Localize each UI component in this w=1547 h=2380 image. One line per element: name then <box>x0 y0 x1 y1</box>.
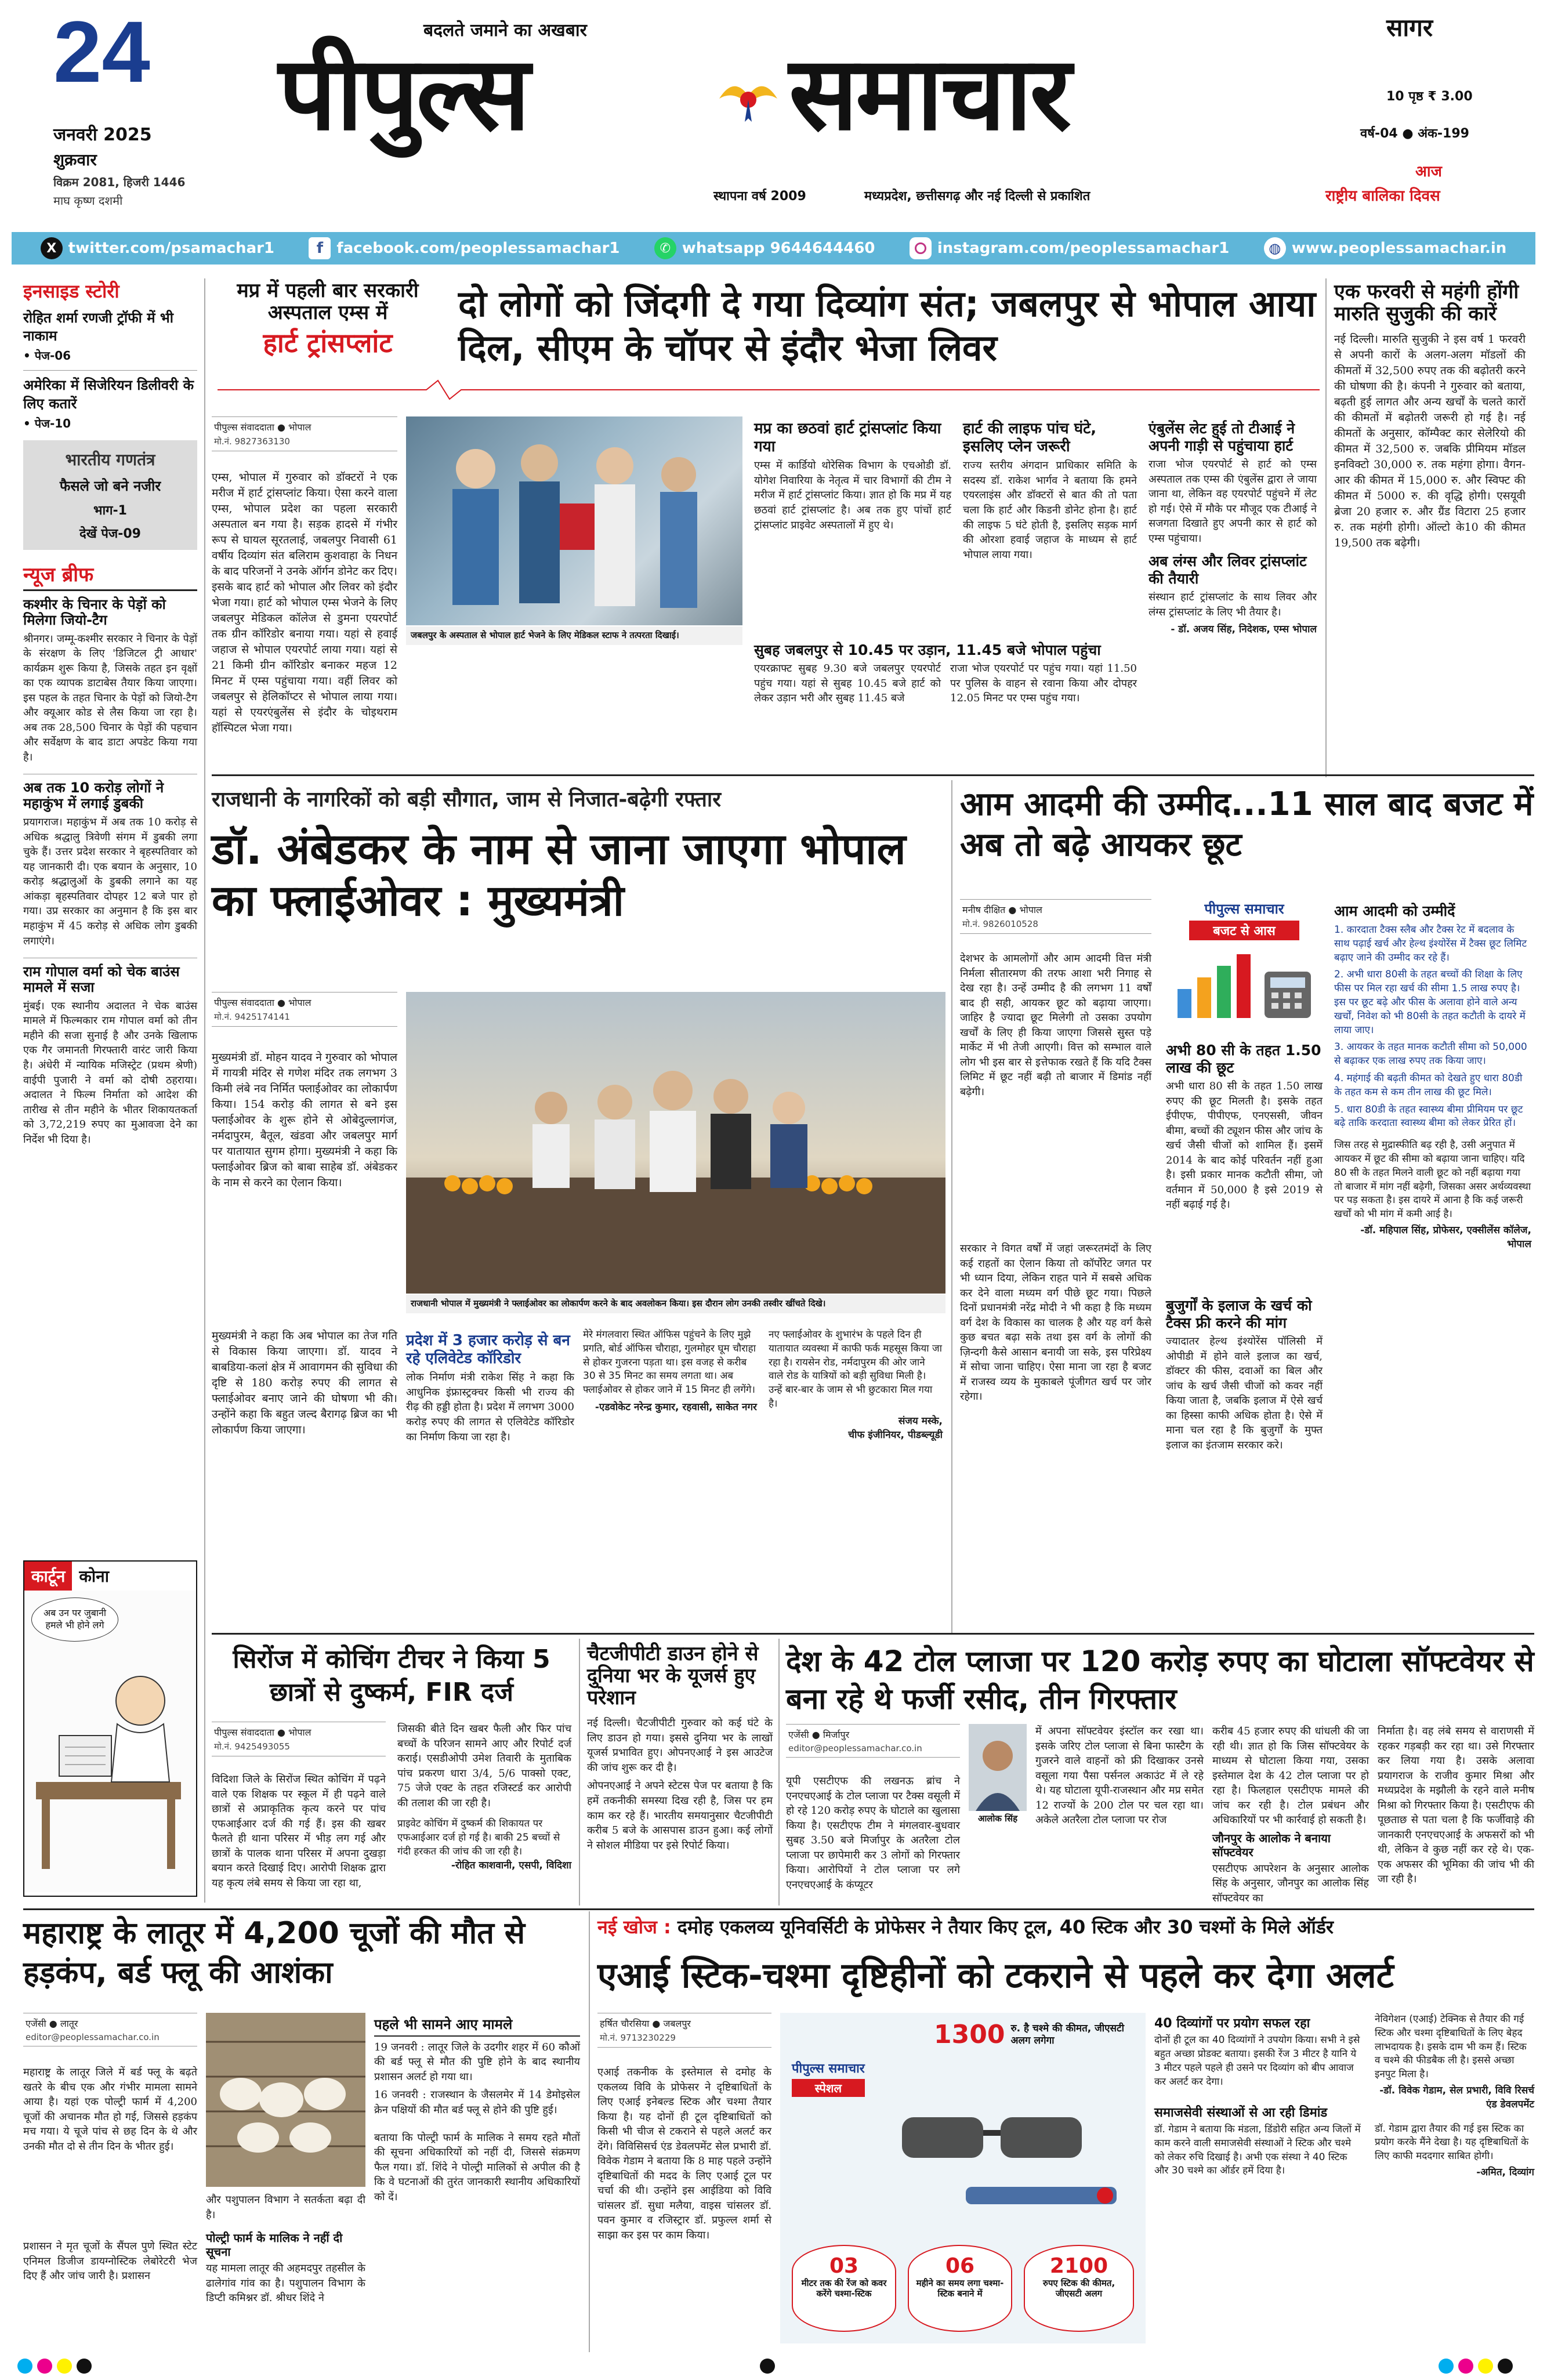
ai-trial-box: 40 दिव्यांगों पर प्रयोग सफल रहा दोनों ही टूल का 40 दिव्यांगों ने उपयोग किया। सभी ने इसे बहुत अच्छा प्रोडक्ट बताया। इसकी रेंज 3 मीटर है यानि ये 3 मीटर पहले पहले ही उसने पर दिव्यांग को बीप आवाज कर अलर्ट कर देगा। समाजसेवी संस्थाओं से आ रही डिमांड डॉ. गेडाम ने बताया कि मंडला, डिंडोरी सहित अन्य जिलों में काम करने वाली समाजसेवी संस्थाओं ने स्टिक और चश्मे को लेकर रुचि दिखाई है। अभी एक संस्था ने 40 स्टिक और 30 चश्मे का ऑर्डर हमें दिया है। <box>1154 2016 1361 2177</box>
budget-body-2: सरकार ने विगत वर्षों में जहां जरूरतमंदों के लिए कई राहतों का ऐलान किया तो कॉर्पोरेट जगत पर भी ध्यान दिया, लेकिन राहत पाने में सबसे अधिक कर देने वाला मध्यम वर्ग पीछे छूट गया। पिछले दिनों प्रधानमंत्री नरेंद्र मोदी ने भी कहा है कि मध्यम वर्ग देश के विकास का चालक है और यह वर्ग कैसे कुछ बचत बढ़ा सके तथा इस वर्ग के लोगों की ज़िन्दगी कैसे आसान बनायी जा सके, इस परिप्रेक्ष्य में सोचा जाना चाहिए। ऐसा माना जा रहा है बजट में राजस्व व्यय के मुकाबले पूंजीगत खर्च पर जोर रहेगा। <box>960 1242 1151 1403</box>
brief-title: अब तक 10 करोड़ लोगों ने महाकुंभ में लगाई डुबकी <box>23 774 197 812</box>
ai-byline: हर्षित चौरसिया ● जबलपुर मो.नं. 9713230229 <box>597 2013 771 2048</box>
twitter-link[interactable]: X twitter.com/psamachar1 <box>41 237 274 259</box>
toll-photo-name: आलोक सिंह <box>977 1813 1018 1824</box>
brief-body: श्रीनगर। जम्मू-कश्मीर सरकार ने चिनार के पेड़ों के संरक्षण के लिए 'डिजिटल ट्री आधार' कार्यक्रम शुरू किया है, जिसके तहत इन वृक्षों का एक व्यापक डाटाबेस तैयार किया जाएगा। इस पहल के तहत चिनार के पेड़ों को जियो-टैग और क्यूआर कोड से लैस किया जा रहा है। अब तक 28,500 चिनार के पेड़ों की पहचान और सर्वेक्षण के बाद डाटा अपडेट किया गया है। <box>23 632 197 763</box>
sironj-byline: पीपुल्स संवाददाता ● भोपाल मो.नं. 9425493055 <box>212 1722 386 1756</box>
list-item: 4. महंगाई की बढ़ती कीमत को देखते हुए धारा 80डी के तहत कम से कम तीन लाख की छूट मिले। <box>1334 1072 1523 1098</box>
lead-col3: हार्ट की लाइफ पांच घंटे, इसलिए प्लेन जरूरी राज्य स्तरीय अंगदान प्राधिकार समिति के सदस्य डॉ. राकेश भार्गव ने बताया कि हमने एयरलाइंस और डॉक्टरों से बात की तो पता चला कि हार्ट और किडनी डोनेट होना है। हार्ट की लाइफ 5 घंटे होती है, इसलिए सड़क मार्ग की ओरशा हवाई जहाज के माध्यम से हार्ट भोपाल लाया गया। <box>963 420 1137 561</box>
cartoon-figure-icon <box>24 1591 196 1892</box>
speech-bubble: अब उन पर जुबानी हमले भी होने लगे <box>31 1597 118 1642</box>
flyover-photo-caption: राजधानी भोपाल में मुख्यमंत्री ने फ्लाईओवर का लोकार्पण करने के बाद अवलोकन किया। इस दौरान लोग उनकी तस्वीर खींचते दिखे। <box>406 1295 945 1313</box>
heartbeat-icon <box>218 378 1320 401</box>
edition-city: सागर <box>1386 13 1433 42</box>
twitter-icon: X <box>41 237 63 259</box>
sironj-body-1: विदिशा जिले के सिरोंज स्थित कोचिंग में पढ़ने वाले एक शिक्षक पर स्कूल में ही पढ़ने वाले छात्रों से अप्राकृतिक कृत्य करने पर पांच एफआईआर दर्ज की गई हैं। इस की खबर फैलते ही थाना परिसर में भीड़ लग गई और छात्रों के पालक थाना परिसर में अपना दुखड़ा बयान करते दिखाई दिए। आरोपी शिक्षक द्वारा यह कृत्य लंबे समय से किया जा रहा था, <box>212 1773 386 1889</box>
toll-body-4: निर्माता है। वह लंबे समय से वाराणसी में रहकर गड़बड़ी कर रहा था। उसे गिरफ्तार कर लिया गया है। उसके अलावा प्रयागराज के राजीव कुमार मिश्रा और मध्यप्रदेश के मझौली के रहने वाले मनीष मिश्रा को गिरफ्तार किया है। एसटीएफ की पूछताछ से पता चला है कि फर्जीवाड़े की जानकारी एनएचएआई के अफसरों को भी थी, लेकिन वे कुछ नहीं कर रहे थे। एक-एक अफसर की भूमिका की जांच भी की जा रही है। <box>1378 1725 1534 1886</box>
flyover-headline: डॉ. अंबेडकर के नाम से जाना जाएगा भोपाल का फ्लाईओवर : मुख्यमंत्री <box>212 824 906 926</box>
latur-headline: महाराष्ट्र के लातूर में 4,200 चूजों की मौत से हड़कंप, बर्ड फ्लू की आशंका <box>23 1916 526 1990</box>
lead-timeline: सुबह जबलपुर से 10.45 पर उड़ान, 11.45 बजे भोपाल पहुंचा एयरक्राफ्ट सुबह 9.30 बजे जबलपुर एयरपोर्ट पहुंच गया। यहां से सुबह 10.45 बजे हार्ट को लेकर उड़ान भरी और सुबह 11.45 बजे राजा भोज एयरपोर्ट पर पहुंच गया। यहां 11.50 पर पुलिस के वाहन से रवाना किया और दोपहर 12.05 मिनट पर एम्स पहुंच गया। <box>754 642 1137 705</box>
calendar-info: विक्रम 2081, हिजरी 1446 <box>53 175 186 189</box>
flyover-quote-2: नए फ्लाईओवर के शुभारंभ के पहले दिन ही यातायात व्यवस्था में काफी फर्क महसूस किया जा रहा है। रायसेन रोड, नर्मदापुरम की ओर जाने वाले रोड के यात्रियों को बड़ी सुविधा मिली है। उन्हें बार-बार के जाम से भी छुटकारा मिल गया है। संजय मस्के, चीफ इंजीनियर, पीडब्ल्यूडी <box>769 1329 943 1441</box>
facebook-icon: f <box>309 237 331 259</box>
toll-col3: करीब 45 हजार रुपए की धांधली की जा रही थी। ज्ञात हो कि जिस सॉफ्टवेयर के माध्यम से घोटाला किया गया, उसका इस्तेमाल देश के 42 टोल प्लाजा पर हो रहा है। फिलहाल एसटीएफ मामले की जांच कर रही है। टोल प्रबंधन और अधिकारियों पर भी कार्रवाई हो सकती है। जौनपुर के आलोक ने बनाया सॉफ्टवेयर एसटीएफ आपरेशन के अनुसार आलोक सिंह के अनुसार, जौनपुर का आलोक सिंह सॉफ्टवेयर का <box>1212 1725 1369 1904</box>
today-label: आज <box>1415 163 1442 180</box>
corridor-box: प्रदेश में 3 हजार करोड़ से बन रहे एलिवेटेड कॉरिडोर लोक निर्माण मंत्री राकेश सिंह ने कहा कि आधुनिक इंफ्रास्ट्रक्चर किसी भी राज्य की रीढ़ की हड्डी होता है। प्रदेश में लगभग 3000 करोड़ रुपए की लागत से एलिवेटेड कॉरिडोर का निर्माण किया जा रहा है। <box>406 1332 574 1443</box>
cartoon-illustration <box>24 1591 196 1892</box>
list-item: 5. धारा 80डी के तहत स्वास्थ्य बीमा प्रीमियम पर छूट बढ़े ताकि करदाता स्वास्थ्य बीमा को लेकर प्रेरित हों। <box>1334 1103 1523 1129</box>
brief-body: प्रयागराज। महाकुंभ में अब तक 10 करोड़ से अधिक श्रद्धालु त्रिवेणी संगम में डुबकी लगा चुके हैं। उत्तर प्रदेश सरकार ने बृहस्पतिवार को यह जानकारी दी। एक बयान के अनुसार, 10 करोड़ श्रद्धालुओं के डुबकी लगाने का यह आंकड़ा बृहस्पतिवार दोपहर 12 बजे पार हो गया। उप्र सरकार का अनुमान है कि इस बार महाकुंभ में 45 करोड़ से अधिक लोग डुबकी लगाएंगे। <box>23 816 197 947</box>
stat-price: 2100 रुपए स्टिक की कीमत, जीएसटी अलग <box>1024 2245 1134 2332</box>
news-brief-title: न्यूज ब्रीफ <box>23 560 197 591</box>
stat-time: 06 महीने का समय लगा चश्मा-स्टिक बनाने में <box>908 2245 1012 2332</box>
latur-body-1: महाराष्ट्र के लातूर जिले में बर्ड फ्लू के बढ़ते खतरे के बीच एक और गंभीर मामला सामने आया है। यहां एक पोल्ट्री फार्म में 4,200 चूजों की अचानक मौत हो गई, जिससे हड़कंप मच गया। ये चूजे पांच से छह दिन के थे और उनकी मौत दो से तीन दिन के भीतर हुई। <box>23 2066 197 2153</box>
special-logo: पीपुल्स समाचार स्पेशल <box>792 2059 865 2097</box>
budget-byline: मनीष दीक्षित ● भोपाल मो.नं. 9826010528 <box>960 899 1151 934</box>
ai-graphic <box>780 2013 1146 2343</box>
today-event: राष्ट्रीय बालिका दिवस <box>1325 187 1440 205</box>
tithi: माघ कृष्ण दशमी <box>53 194 123 208</box>
price-glasses: 1300 रु. है चश्मे की कीमत, जीएसटी अलग लगेगा <box>934 2020 1125 2049</box>
weekday: शुक्रवार <box>53 150 97 169</box>
glasses-stick-icon <box>879 2082 1134 2233</box>
flyover-kicker: राजधानी के नागरिकों को बड़ी सौगात, जाम से निजात-बढ़ेगी रफ्तार <box>212 788 721 812</box>
latur-byline: एजेंसी ● लातूर editor@peoplessamachar.co.in <box>23 2013 197 2046</box>
stat-range: 03 मीटर तक की रेंज को कवर करेंगे चश्मा-स्टिक <box>792 2245 896 2332</box>
whatsapp-icon: ✆ <box>654 237 676 259</box>
lead-headline: दो लोगों को जिंदगी दे गया दिव्यांग संत; जबलपुर से भोपाल आया दिल, सीएम के चॉपर से इंदौर भेजा लिवर <box>458 282 1316 369</box>
brief-title: राम गोपाल वर्मा को चेक बाउंस मामले में सजा <box>23 958 197 995</box>
latur-box: पहले भी सामने आए मामले 19 जनवरी : लातूर जिले के उदगीर शहर में 60 कौओं की बर्ड फ्लू से मौत की पुष्टि होने के बाद स्थानीय प्रशासन अलर्ट हो गया था। 16 जनवरी : राजस्थान के जैसलमेर में 14 डेमोइसेल क्रेन पक्षियों की मौत बर्ड फ्लू से होने की पुष्टि हुई। बताया कि पोल्ट्री फार्म के मालिक ने समय रहते मौतों की सूचना अधिकारियों को नहीं दी, जिससे संक्रमण फैल गया। डॉ. शिंदे ने पोल्ट्री मालिकों से अपील की है कि वे घटनाओं की तुरंत जानकारी स्थानीय अधिकारियों को दें। <box>374 2016 580 2203</box>
volume-issue: वर्ष-04 ● अंक-199 <box>1360 126 1469 141</box>
toll-body-2: में अपना सॉफ्टवेयर इंस्टॉल कर रखा था। इसके जरिए टोल प्लाजा से बिना फास्टैग के गुजरने वाले वाहनों को फ्री दिखाकर उनसे वसूला गया पैसा पर्सनल अकाउंट में ले रहे थे। यह घोटाला यूपी-राजस्थान और मप्र समेत 12 राज्यों के 200 टोल पर चल रहा था। अकेले अतरैला टोल प्लाजा पर रोज <box>1035 1725 1204 1827</box>
budget-sub-2: बुजुर्गों के इलाज के खर्च को टैक्स फ्री करने की मांग ज्यादातर हेल्थ इंश्योरेंस पॉलिसी में ओपीडी में होने वाले इलाज का खर्च, डॉक्टर की फीस, दवाओं का बिल और जांच के खर्च जैसी चीजों को कवर नहीं किया जाता है, जबकि इलाज में ऐसे खर्च का हिस्सा काफी अधिक होता है। ऐसे में माना चल रहा है कि बुजुर्गों के मुफ्त इलाज का इंतजाम सरकार करे। <box>1166 1297 1323 1451</box>
instagram-icon <box>910 237 932 259</box>
flyover-quote-1: मेरे मंगलवारा स्थित ऑफिस पहुंचने के लिए मुझे प्रगति, बोर्ड ऑफिस चौराहा, गुलमोहर घूम चौराहा से होकर गुजरना पड़ता था। इस वजह से करीब 30 से 35 मिनट का समय लगता था। अब फ्लाईओवर से होकर जाने में 15 मिनट ही लगेंगे। -एडवोकेट नरेन्द्र कुमार, रहवासी, साकेत नगर <box>583 1329 757 1413</box>
flyover-body: मुख्यमंत्री डॉ. मोहन यादव ने गुरुवार को भोपाल में गायत्री मंदिर से गणेश मंदिर तक लगभग 3 किमी लंबे नव निर्मित फ्लाईओवर का लोकार्पण किया। 154 करोड़ की लागत से बने इस फ्लाईओवर के शुरू होने से ओबेदुल्लागंज, नर्मदापुरम, बैतूल, खंडवा और जबलपुर मार्ग पर यातायात सुगम होगा। मुख्यमंत्री ने कहा कि फ्लाईओवर ब्रिज को बाबा साहेब डॉ. अंबेडकर के नाम से करने का ऐलान किया। <box>212 1051 397 1189</box>
inside-story-title: इनसाइड स्टोरी <box>23 280 119 302</box>
lead-byline: पीपुल्स संवाददाता ● भोपाल मो.नं. 9827363130 <box>212 416 397 451</box>
latur-photo <box>206 2013 365 2187</box>
lead-kicker: मप्र में पहली बार सरकारी अस्पताल एम्स में हार्ट ट्रांसप्लांट <box>212 280 444 401</box>
chatgpt-story: चैटजीपीटी डाउन होने से दुनिया भर के यूजर्स हुए परेशान नई दिल्ली। चैटजीपीटी गुरुवार को कई घंटे के लिए डाउन हो गया। इससे दुनिया भर के लाखों यूजर्स प्रभावित हुए। ओपनएआई ने इस आउटेज की जांच शुरू कर दी है। ओपनएआई ने अपने स्टेटस पेज पर बताया है कि हमें तकनीकी समस्या दिख रही है, जिस पर हम काम कर रहे हैं। भारतीय समयानुसार चैटजीपीटी करीब 5 बजे के आसपास डाउन हुआ। कई लोगों ने सोशल मीडिया पर इसे रिपोर्ट किया। <box>587 1642 773 1852</box>
latur-body-2: प्रशासन ने मृत चूजों के सैंपल पुणे स्थित स्टेट एनिमल डिजीज डायग्नोस्टिक लेबोरेटरी भेज दिए हैं और जांच जारी है। प्रशासन <box>23 2240 197 2283</box>
newspaper-title-right: समाचार <box>789 34 1070 153</box>
list-item: 2. अभी धारा 80सी के तहत बच्चों की शिक्षा के लिए फीस पर मिल रहा खर्च की सीमा 1.5 लाख रुपए है। इस पर छूट बढ़े और फीस के अलावा होने वाले अन्य खर्चों, निवेश को भी 80सी के तहत कटौती के दायरे में लाया जाए। <box>1334 969 1526 1036</box>
globe-icon: ◍ <box>1264 237 1286 259</box>
toll-body-1: यूपी एसटीएफ की लखनऊ ब्रांच ने एनएचएआई के टोल प्लाजा पर टैक्स वसूली में हो रहे 120 करोड़ रुपए के घोटाले का खुलासा किया है। एसटीएफ टीम ने मंगलवार-बुधवार सुबह 3.50 बजे मिर्जापुर के अतरैला टोल प्लाजा पर छापेमारी कर 3 लोगों को गिरफ्तार किया। आरोपियों ने टोल प्लाजा पर लगे एनएचएआई के कंप्यूटर <box>786 1775 960 1891</box>
maruti-story: एक फरवरी से महंगी होंगी मारुति सुजुकी की कारें नई दिल्ली। मारुति सुजुकी ने इस वर्ष 1 फरवरी से अपनी कारों के अलग-अलग मॉडलों की कीमतों में 32,500 रुपए तक की बढ़ोतरी करने की घोषणा की है। कंपनी ने गुरुवार को बताया, बढ़ती हुई लागत और अन्य खर्चों के चलते कारों की कीमतों में बढ़ोतरी जरूरी हो गई है। नई कीमतों के अनुसार, कॉम्पैक्ट कार सेलेरियो की कीमत में 32,500 रु. जबकि प्रीमियम मॉडल इनविक्टो 30,000 रु. तक महंगा होगा। वैगन-आर की कीमत में 15,000 रु. और स्विफ्ट की कीमत में 5000 रु. की वृद्धि होगी। एसयूवी ब्रेजा 20 हजार रु. और ग्रैंड विटारा 25 हजार रु. तक महंगी होगी। ऑल्टो के10 की कीमत 19,500 तक बढ़ेगी। <box>1334 280 1526 549</box>
ai-kicker: नई खोज : दमोह एकलव्य यूनिवर्सिटी के प्रोफेसर ने तैयार किए टूल, 40 स्टिक और 30 चश्मों के मिले ऑर्डर <box>597 1916 1334 1938</box>
sironj-col2: जिसकी बीते दिन खबर फैली और फिर पांच बच्चों के परिजन सामने आए और रिपोर्ट दर्ज कराई। एसडीओपी उमेश तिवारी के मुताबिक पांच प्रकरण धारा 3/4, 5/6 पाक्सो एक्ट, 75 जेजे एक्ट के तहत रजिस्टर्ड कर आरोपी की तलाश की जा रही है। प्राइवेट कोचिंग में दुष्कर्म की शिकायत पर एफआईआर दर्ज हो गई है। बाकी 25 बच्चों से गंदी हरकत की जांच की जा रही है। -रोहित काशवानी, एसपी, विदिशा <box>397 1723 571 1871</box>
date: जनवरी 2025 <box>53 125 152 145</box>
facebook-link[interactable]: f facebook.com/peoplessamachar1 <box>309 237 619 259</box>
lead-body: एम्स, भोपाल में गुरुवार को डॉक्टरों ने एक मरीज में हार्ट ट्रांसप्लांट किया। ऐसा करने वाला एम्स, भोपाल प्रदेश का पहला सरकारी अस्पताल बन गया है। सड़क हादसे में गंभीर रूप से घायल सूरतलाई, जबलपुर निवासी 61 वर्षीय दिव्यांग संत बलिराम कुशवाहा के निधन के बाद परिजनों ने उनके ऑर्गन डोनेट कर दिए। इसके बाद हार्ट को भोपाल और लिवर को इंदौर भेजा गया। हार्ट को भोपाल एम्स भेजने के लिए जबलपुर मेडिकल कॉलेज से डुमना एयरपोर्ट तक ग्रीन कॉरिडोर बनाया गया। यहां से हवाई जहाज से भोपाल एयरपोर्ट लाया गया। यहां से 21 किमी ग्रीन कॉरिडोर बनाकर महज 12 मिनट में एम्स पहुंचाया गया। वहीं लिवर को जबलपुर से हेलिकॉप्टर से भोपाल लाया गया। यहां से एयरएंबुलेंस से इंदौर के चोइथराम हॉस्पिटल भेजा गया। <box>212 471 397 734</box>
logo-emblem-icon <box>713 64 783 133</box>
list-item: 3. आयकर के तहत मानक कटौती सीमा को 50,000 से बढ़ाकर एक लाख रुपए तक किया जाए। <box>1334 1041 1527 1067</box>
ai-quotes: नेविगेशन (एआई) टेक्निक से तैयार की गई स्टिक और चश्मा दृष्टिबाधितों के लिए बेहद लाभदायक है। इसके दाम भी कम हैं। स्टिक व चश्मे की फीडबैक ली है। इससे अच्छा इनपुट मिला है। -डॉ. विवेक गेडाम, सेल प्रभारी, विवि रिसर्च एंड डेवलपमेंट डॉ. गेडाम द्वारा तैयार की गई इस स्टिक का प्रयोग करके मैंने देखा है। यह दृष्टिबाधितों के लिए काफी मददगार साबित होगी। -अमित, दिव्यांग <box>1375 2013 1534 2178</box>
flyover-photo <box>406 992 945 1294</box>
latur-sub: पोल्ट्री फार्म के मालिक ने नहीं दी सूचना यह मामला लातूर की अहमदपुर तहसील के ढालेगांव गांव का है। पशुपालन विभाग के डिप्टी कमिश्नर डॉ. श्रीधर शिंदे ने <box>206 2231 365 2305</box>
ai-headline: एआई स्टिक-चश्मा दृष्टिहीनों को टकराने से पहले कर देगा अलर्ट <box>597 1955 1394 1996</box>
website-link[interactable]: ◍ www.peoplessamachar.in <box>1264 237 1507 259</box>
toll-byline: एजेंसी ● मिर्जापुर editor@peoplessamachar.co.in <box>786 1724 960 1758</box>
inside-item[interactable]: रोहित शर्मा रणजी ट्रॉफी में भी नाकाम • पेज-06 <box>23 310 174 363</box>
sironj-headline: सिरोंज में कोचिंग टीचर ने किया 5 छात्रों से दुष्कर्म, FIR दर्ज <box>233 1644 550 1708</box>
established: स्थापना वर्ष 2009 <box>713 189 806 204</box>
budget-headline: आम आदमी की उम्मीद...11 साल बाद बजट में अब तो बढ़े आयकर छूट <box>960 785 1534 864</box>
lead-photo-caption: जबलपुर के अस्पताल से भोपाल हार्ट भेजने के लिए मेडिकल स्टाफ ने तत्परता दिखाई। <box>406 626 742 645</box>
toll-headline: देश के 42 टोल प्लाजा पर 120 करोड़ रुपए का घोटाला सॉफ्टवेयर से बना रहे थे फर्जी रसीद, तीन गिरफ्तार <box>786 1644 1534 1716</box>
promo-box[interactable]: भारतीय गणतंत्र फैसले जो बने नजीर भाग-1 देखें पेज-09 <box>23 440 197 550</box>
budget-expectations: आम आदमी को उम्मीदें 1. कारदाता टैक्स स्लैब और टैक्स रेट में बदलाव के साथ पढ़ाई खर्च और हेल्थ इंश्योरेंस में टैक्स छूट लिमिट बढ़ाए जाने की उम्मीद कर रहे हैं। 2. अभी धारा 80सी के तहत बच्चों की शिक्षा के लिए फीस पर मिल रहा खर्च की सीमा 1.5 लाख रुपए है। इस पर छूट बढ़े और फीस के अलावा होने वाले अन्य खर्चों, निवेश को भी 80सी के तहत कटौती के दायरे में लाया जाए। 3. आयकर के तहत मानक कटौती सीमा को 50,000 से बढ़ाकर एक लाख रुपए तक किया जाए। 4. महंगाई की बढ़ती कीमत को देखते हुए धारा 80डी के तहत कम से कम तीन लाख की छूट मिले। 5. धारा 80डी के तहत स्वास्थ्य बीमा प्रीमियम पर छूट बढ़े ताकि करदाता स्वास्थ्य बीमा को लेकर प्रेरित हों। जिस तरह से मुद्रास्फीति बढ़ रही है, उसी अनुपात में आयकर में छूट की सीमा को बढ़ाया जाना चाहिए। यदि 80 सी के तहत मिलने वाली छूट को नहीं बढ़ाया गया तो बाजार में मांग नहीं बढ़ेगी, जिसका असर अर्थव्यवस्था पर पड़ सकता है। इस दायरे में आना है कि कई जरूरी खर्चों को भी मांग में कमी आई है। -डॉ. महिपाल सिंह, प्रोफेसर, एक्सीलेंस कॉलेज, भोपाल <box>1334 903 1531 1250</box>
tagline: बदलते जमाने का अखबार <box>423 20 587 41</box>
pages-price: 10 पृष्ठ ₹ 3.00 <box>1386 89 1473 104</box>
ai-body: एआई तकनीक के इस्तेमाल से दमोह के एकलव्य विवि के प्रोफेसर ने दृष्टिबाधितों के लिए एआई इनेबल्ड स्टिक और चश्मा तैयार किया है। यह दोनों ही टूल दृष्टिबाधितों को किसी भी चीज से टकराने से पहले अलर्ट कर देंगे। विविसिसर्च एंड डेवलपमेंट सेल प्रभारी डॉ. विवेक गेडाम ने बताया कि 8 माह पहले उन्होंने दृष्टिबाधितों की मदद के लिए एआई टूल पर चर्चा की थी। उन्होंने इस आईडिया को विवि चांसलर डॉ. सुधा मलैया, वाइस चांसलर डॉ. पवन कुमार व रजिस्ट्रार डॉ. प्रफुल्ल शर्मा से साझा कर इस पर काम किया। <box>597 2066 771 2242</box>
color-registration-marks <box>0 2355 1547 2380</box>
budget-chart-icon <box>1166 943 1323 1024</box>
budget-sub-1: अभी 80 सी के तहत 1.50 लाख की छूट अभी धारा 80 सी के तहत 1.50 लाख रुपए की छूट मिलती है। इसके तहत ईपीएफ, पीपीएफ, एनएससी, जीवन बीमा, बच्चों की ट्यूशन फीस और जांच के खर्च जैसी चीजों को शामिल हैं। इसमें 2014 के बाद कोई परिवर्तन नहीं हुआ है। इसी प्रकार मानक कटौती सीमा, जो वर्तमान में 50,000 है इसे 2019 से नहीं बढ़ाई गई है। <box>1166 1042 1323 1211</box>
whatsapp-link[interactable]: ✆ whatsapp 9644644460 <box>654 237 875 259</box>
lead-col2: मप्र का छठवां हार्ट ट्रांसप्लांट किया गया एम्स में कार्डियो थोरेसिक विभाग के एचओडी डॉ. योगेश निवारिया के नेतृत्व में चार विभागों की टीम ने मरीज में हार्ट ट्रांसप्लांट किया। ज्ञात हो कि मप्र में यह छठवां हार्ट ट्रांसप्लांट है। अब तक हुए पांचों हार्ट ट्रांसप्लांट प्राइवेट अस्पतालों में हुए थे। <box>754 420 951 531</box>
cartoon-corner-label: कोना <box>79 1567 109 1586</box>
brief-body: मुंबई। एक स्थानीय अदालत ने चेक बाउंस मामले में फिल्मकार राम गोपाल वर्मा को तीन महीने की सजा सुनाई है और उनके खिलाफ एक गैर जमानती गिरफ्तारी वारंट जारी किया है। अंधेरी में न्यायिक मजिस्ट्रेट (प्रथम श्रेणी) वाईपी पुजारी ने वर्मा को दोषी ठहराया। अदालत ने फिल्म निर्माता को आदेश की तारीख से तीन महीने के भीतर शिकायतकर्ता को 3,72,219 रुपए का मुआवजा देने का निर्देश भी दिया है। <box>23 999 197 1146</box>
lead-photo <box>406 416 742 625</box>
flyover-byline: पीपुल्स संवाददाता ● भोपाल मो.नं. 9425174141 <box>212 992 397 1027</box>
toll-photo <box>969 1724 1027 1811</box>
social-bar <box>12 232 1535 265</box>
masthead <box>0 0 1547 232</box>
budget-body-1: देशभर के आमलोगों और आम आदमी वित्त मंत्री निर्मला सीतारमण की तरफ आशा भरी निगाह से देख रहा है। उन्हें उम्मीद है की लगभग 11 वर्षों बाद ही सही, आयकर छूट को बढ़ाया जाएगा। जाहिर है ज्यादा छूट मिलेगी तो उसका उपयोग खर्चों के लिए ही किया जाएगा जिससे सुस्त पड़े मार्केट में भी तेजी आएगी। वित्त को सम्भाल वाले लोग भी इस बार से इत्तेफाक रखते हैं कि यदि टैक्स लिमिट में छूट नहीं बढ़ी तो बाजार में डिमांड नहीं बढ़ेगी। <box>960 952 1151 1098</box>
instagram-link[interactable]: instagram.com/peoplessamachar1 <box>910 237 1229 259</box>
cartoon-box <box>23 1560 197 1897</box>
cartoon-label: कार्टून <box>24 1562 72 1591</box>
inside-item[interactable]: अमेरिका में सिजेरियन डिलीवरी के लिए कतारें • पेज-10 <box>23 370 197 430</box>
lead-col4: एंबुलेंस लेट हुई तो टीआई ने अपनी गाड़ी से पहुंचाया हार्ट राजा भोज एयरपोर्ट से हार्ट को एम्स अस्पताल तक एम्स की एंबुलेंस द्वारा ले जाया जाना था, लेकिन वह एयरपोर्ट पहुंचने में लेट हो गई। ऐसे में मौके पर मौजूद एक टीआई ने सजगता दिखाते हुए अपनी कार से हार्ट को एम्स पहुंचाया। अब लंग्स और लिवर ट्रांसप्लांट की तैयारी संस्थान हार्ट ट्रांसप्लांट के साथ लिवर और लंग्स ट्रांसप्लांट के लिए भी तैयार है। - डॉ. अजय सिंह, निदेशक, एम्स भोपाल <box>1149 420 1317 636</box>
newspaper-title-left: पीपुल्स <box>278 34 528 153</box>
brief-title: कश्मीर के चिनार के पेड़ों को मिलेगा जियो-टैग <box>23 596 166 628</box>
page-number: 24 <box>53 3 150 100</box>
latur-body-3: और पशुपालन विभाग ने सतर्कता बढ़ा दी है। <box>206 2194 365 2221</box>
flyover-body-2: मुख्यमंत्री ने कहा कि अब भोपाल का तेज गति से विकास किया जाएगा। डॉ. यादव ने बाबडिया-कलां क्षेत्र में आवागमन की सुविधा की दृष्टि से 180 करोड़ रुपए की लागत से फ्लाईओवर बनाए जाने की घोषणा भी की। उन्होंने कहा कि बहुत जल्द बैरागढ़ ब्रिज का भी लोकार्पण किया जाएगा। <box>212 1330 397 1436</box>
published-from: मध्यप्रदेश, छत्तीसगढ़ और नई दिल्ली से प्रकाशित <box>864 189 1090 204</box>
list-item: 1. कारदाता टैक्स स्लैब और टैक्स रेट में बदलाव के साथ पढ़ाई खर्च और हेल्थ इंश्योरेंस में टैक्स छूट लिमिट बढ़ाए जाने की उम्मीद कर रहे हैं। <box>1334 924 1527 963</box>
budget-logo: पीपुल्स समाचार बजट से आस <box>1166 899 1323 1027</box>
